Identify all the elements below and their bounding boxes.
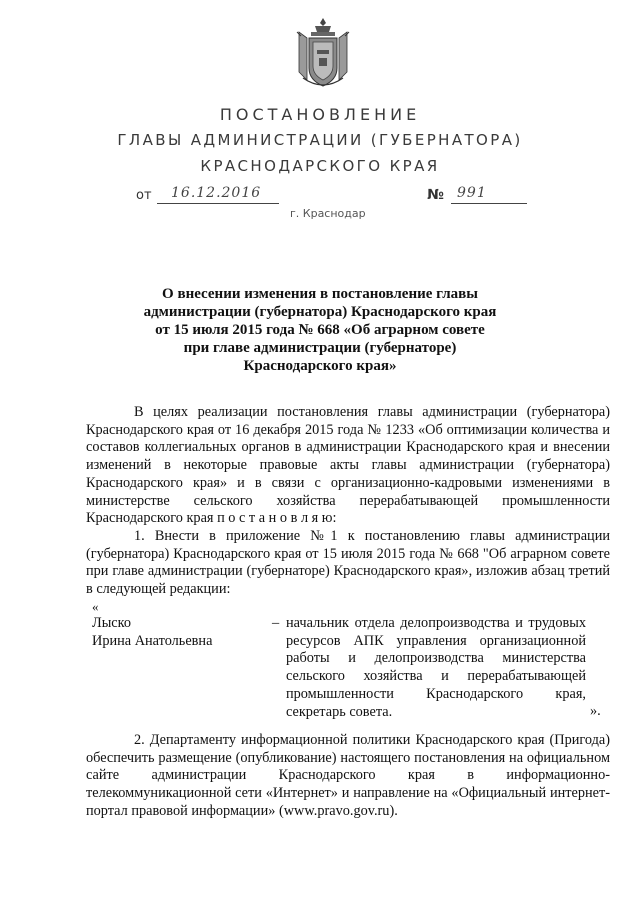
document-type-heading: ПОСТАНОВЛЕНИЕ xyxy=(219,105,421,124)
item-2-paragraph: 2. Департаменту информационной политики Краснодарского края (Пригода) обеспечить размещение (опубликование) настоящего постановления на официальном сайте администрации Краснодарского края в информационно-телекоммуникационной сети «Интернет» и направление на «Официальный интернет-портал правовой информации» (www.pravo.gov.ru). xyxy=(86,732,610,819)
number-label: № xyxy=(427,187,444,203)
member-surname: Лыско xyxy=(92,615,132,631)
city-label: г. Краснодар xyxy=(290,207,366,220)
member-name xyxy=(92,615,212,650)
title-line: О внесении изменения в постановление главы xyxy=(162,286,478,302)
date-label: от xyxy=(136,188,152,203)
title-line: при главе администрации (губернаторе) xyxy=(183,340,457,356)
title-line: Краснодарского края» xyxy=(243,358,397,374)
member-given-name: Ирина Анатольевна xyxy=(92,632,213,649)
date-field xyxy=(157,185,279,204)
body-section-1 xyxy=(86,404,610,599)
preamble-paragraph: В целях реализации постановления главы администрации (губернатора) Краснодарского края от 16 декабря 2015 года № 1233 «Об оптимизации количества и составов коллегиальных органов в администрации Краснодарского края и внесении изменений в некоторые правовые акты главы администрации (губернатора) Краснодарского края» и в связи с организационно-кадровыми изменениями в министерстве сельского хозяйства перерабатывающей промышленности Краснодарского края п о с т а н о в л я ю: xyxy=(86,404,610,527)
coat-of-arms-emblem xyxy=(293,16,353,90)
item-1-paragraph: 1. Внести в приложение №1 к постановлению главы администрации (губернатора) Краснодарского края от 15 июля 2015 года № 668 "Об аграрном совете при главе администрации (губернаторе) Краснодарского края», изложив абзац третий в следующей редакции: xyxy=(86,527,610,598)
member-dash: – xyxy=(272,615,280,631)
body-section-2 xyxy=(86,732,610,821)
handwritten-date: 16.12.2016 xyxy=(171,185,262,201)
quote-open-mark: « xyxy=(92,599,99,614)
region-heading: КРАСНОДАРСКОГО КРАЯ xyxy=(200,157,440,175)
title-line: администрации (губернатора) Краснодарского края xyxy=(143,304,497,320)
issuer-heading: ГЛАВЫ АДМИНИСТРАЦИИ (ГУБЕРНАТОРА) xyxy=(117,131,523,149)
quote-close-mark: ». xyxy=(590,703,601,719)
number-field xyxy=(451,185,527,204)
member-role: начальник отдела делопроизводства и трудовых ресурсов АПК управления организационной работы и делопроизводства министерства сельского хозяйства и перерабатывающей промышленности Краснодарского края, секретарь совета. xyxy=(286,615,586,720)
handwritten-number: 991 xyxy=(457,185,487,201)
document-title xyxy=(120,285,520,375)
title-line: от 15 июля 2015 года № 668 «Об аграрном совете xyxy=(155,322,485,338)
